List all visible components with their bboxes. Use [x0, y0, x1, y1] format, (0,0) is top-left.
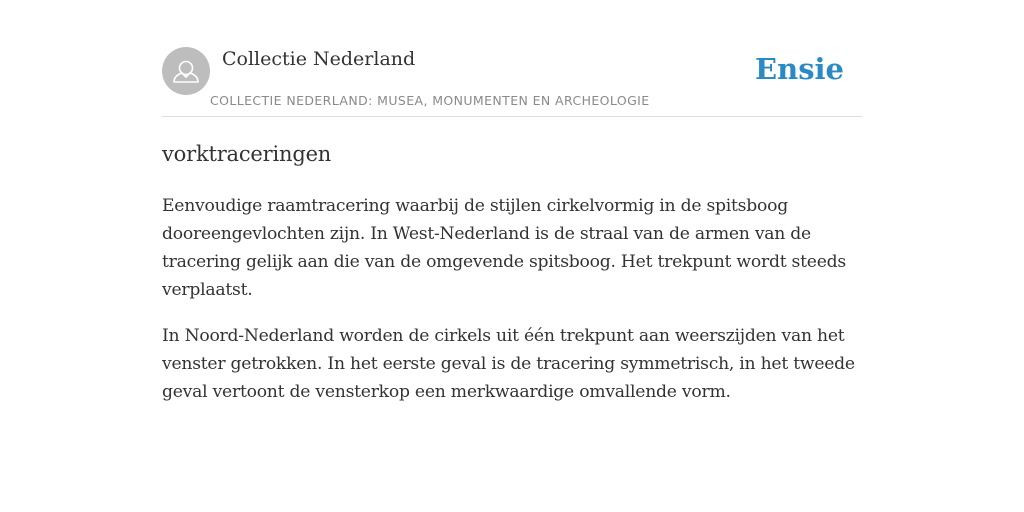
source-name-link[interactable]: Collectie Nederland: [222, 48, 416, 70]
avatar[interactable]: [162, 47, 210, 95]
article-title: vorktraceringen: [162, 142, 332, 166]
brand-logo-link[interactable]: Ensie: [755, 52, 844, 86]
article-paragraph-2: In Noord-Nederland worden de cirkels uit één trekpunt aan weerszijden van het venster getrokken. In het eerste geval is de tracering symmetrisch, in het tweede geval vertoont de vensterkop een merkwaardige omvallende vorm.: [162, 326, 855, 402]
source-header: [162, 47, 862, 117]
article-paragraph-1: Eenvoudige raamtracering waarbij de stijlen cirkelvormig in de spitsboog dooreengevlochten zijn. In West-Nederland is de straal van de armen van de tracering gelijk aan die van de omgevende spitsboog. Het trekpunt wordt steeds verplaatst.: [162, 196, 846, 300]
source-subtitle: COLLECTIE NEDERLAND: MUSEA, MONUMENTEN EN ARCHEOLOGIE: [210, 93, 650, 108]
article: [162, 138, 862, 406]
user-silhouette-icon: [162, 47, 210, 95]
